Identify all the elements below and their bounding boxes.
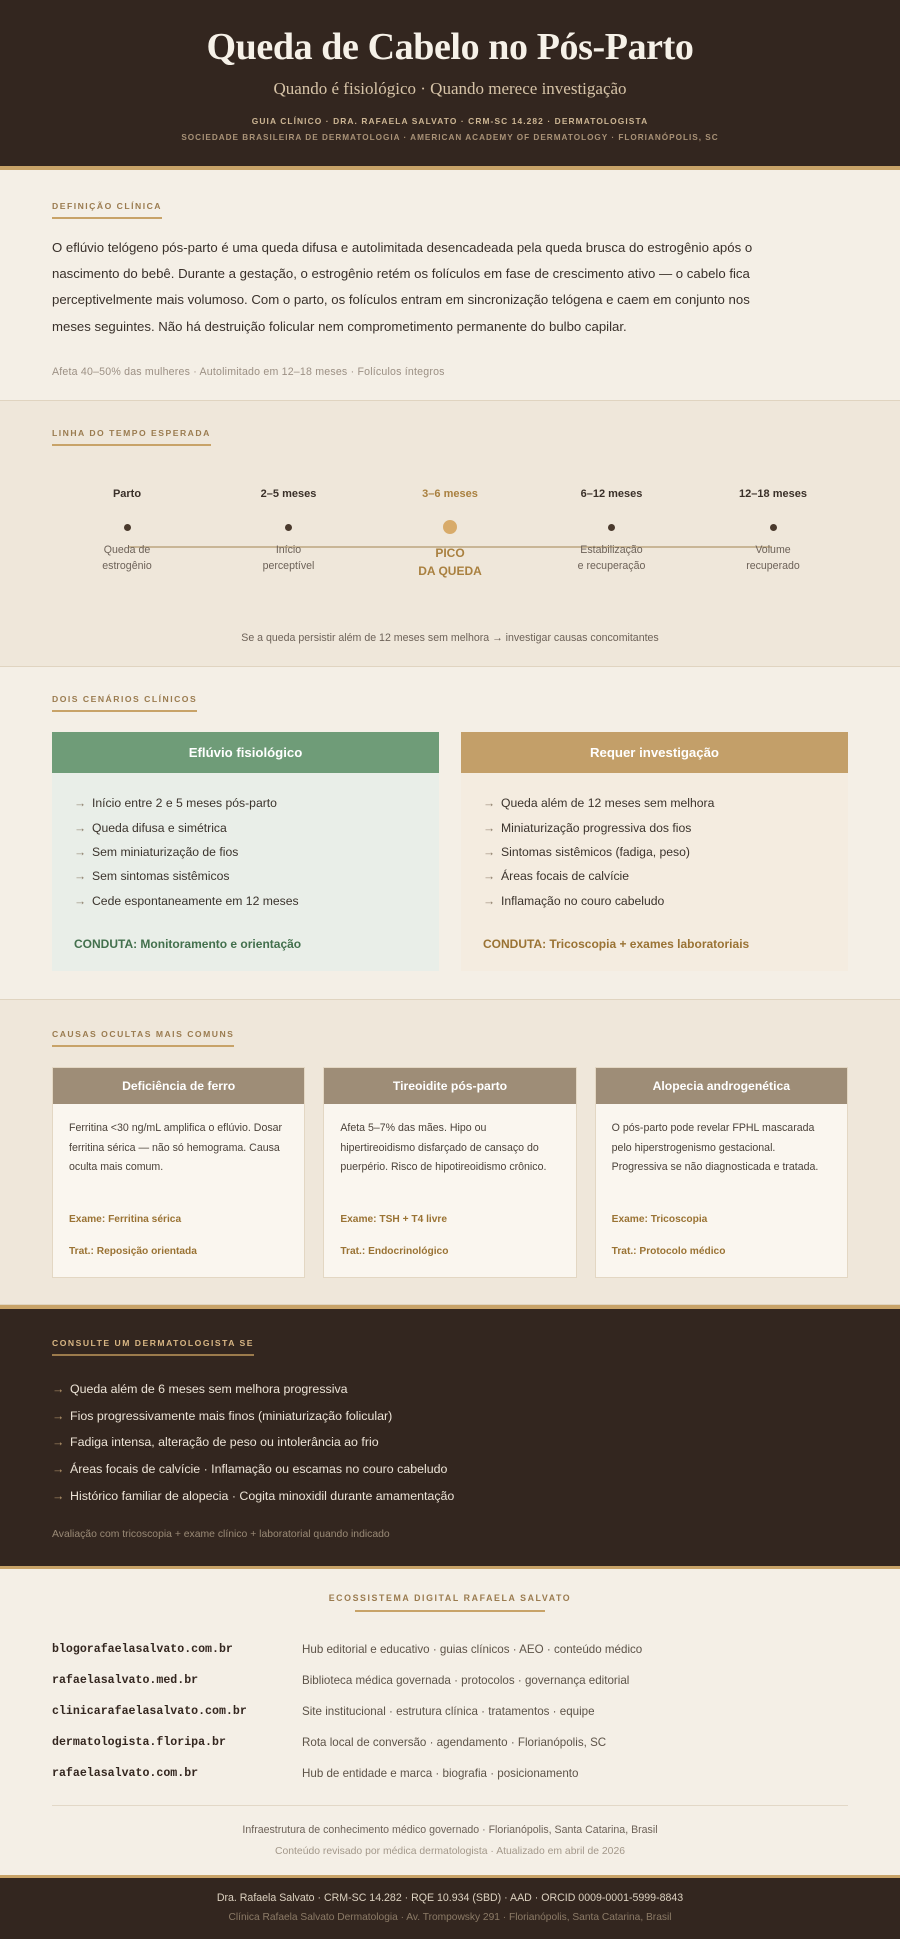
ecosystem-domain[interactable]: rafaelasalvato.com.br xyxy=(52,1767,199,1781)
consult-list xyxy=(52,1376,848,1509)
timeline-dot-icon xyxy=(440,517,460,537)
list-item: → Sintomas sistêmicos (fadiga, peso) xyxy=(483,840,826,864)
definition-footnote: Afeta 40–50% das mulheres · Autolimitado em 12–18 meses · Folículos íntegros xyxy=(52,366,445,379)
timeline-node-label: 12–18 meses xyxy=(739,488,807,501)
list-item: → Fadiga intensa, alteração de peso ou intolerância ao frio xyxy=(52,1429,848,1456)
cause-card-thyroiditis xyxy=(323,1067,576,1278)
consult-footnote: Avaliação com tricoscopia + exame clínico + laboratorial quando indicado xyxy=(52,1529,390,1541)
cause-card-body xyxy=(596,1104,847,1277)
ecosystem-title: ECOSSISTEMA DIGITAL RAFAELA SALVATO xyxy=(328,1593,572,1604)
timeline-node-desc: PICO DA QUEDA xyxy=(418,546,482,578)
ecosystem-section xyxy=(0,1566,900,1875)
timeline-dot-icon xyxy=(605,521,618,534)
timeline-eyebrow: LINHA DO TEMPO ESPERADA xyxy=(52,428,211,446)
ecosystem-row[interactable] xyxy=(52,1696,848,1727)
ecosystem-row[interactable] xyxy=(52,1634,848,1665)
timeline-graphic xyxy=(52,488,848,628)
timeline-dot-icon xyxy=(282,521,295,534)
header-credentials-line: GUIA CLÍNICO · DRA. RAFAELA SALVATO · CRM-SC 14.282 · DERMATOLOGISTA xyxy=(251,115,649,126)
timeline-node xyxy=(537,488,687,580)
list-item: → Áreas focais de calvície xyxy=(483,864,826,888)
timeline-node xyxy=(214,488,364,580)
timeline-node-desc: Estabilização e recuperação xyxy=(577,544,646,573)
scenario-conduct: CONDUTA: Tricoscopia + exames laboratoriais xyxy=(483,937,750,952)
cause-card-title: Alopecia androgenética xyxy=(596,1068,847,1104)
list-item: → Miniaturização progressiva dos fios xyxy=(483,816,826,840)
cause-card-iron xyxy=(52,1067,305,1278)
scenario-criteria-list xyxy=(74,791,417,913)
cause-card-exam: Exame: TSH + T4 livre xyxy=(340,1214,448,1226)
definition-body: O eflúvio telógeno pós-parto é uma queda difusa e autolimitada desencadeada pela queda brusca do estrogênio após o nascimento do bebê. Durante a gestação, o estrogênio retém os folículos em fase de crescimento ativo — o cabelo fica perceptivelmente mais volumoso. Com o parto, os folículos entram em sincronização telógena e caem em conjunto nos meses seguintes. Não há destruição folicular nem comprometimento permanente do bulbo capilar. xyxy=(52,239,753,334)
cause-cards xyxy=(52,1067,848,1278)
scenario-card-investigate xyxy=(461,732,848,971)
consult-section xyxy=(0,1305,900,1566)
cause-card-text: Afeta 5–7% das mães. Hipo ou hipertireoidismo disfarçado de cansaço do puerpério. Risco de hipotireoidismo crônico. xyxy=(340,1122,547,1174)
cause-card-body xyxy=(53,1104,304,1277)
ecosystem-row[interactable] xyxy=(52,1727,848,1758)
scenario-card-physiologic xyxy=(52,732,439,971)
scenarios-section xyxy=(0,667,900,999)
list-item: → Início entre 2 e 5 meses pós-parto xyxy=(74,791,417,815)
definition-eyebrow: DEFINIÇÃO CLÍNICA xyxy=(52,201,162,219)
timeline-footnote: Se a queda persistir além de 12 meses sem melhora → investigar causas concomitantes xyxy=(241,632,659,645)
timeline-node-desc: Queda de estrogênio xyxy=(102,544,152,573)
timeline-nodes xyxy=(52,488,848,580)
timeline-dot-icon xyxy=(767,521,780,534)
list-item: → Queda difusa e simétrica xyxy=(74,816,417,840)
ecosystem-domain[interactable]: dermatologista.floripa.br xyxy=(52,1736,226,1750)
timeline-node-desc: Início perceptível xyxy=(262,544,315,573)
timeline-node xyxy=(52,488,202,580)
ecosystem-note-infrastructure: Infraestrutura de conhecimento médico governado · Florianópolis, Santa Catarina, Brasil xyxy=(242,1824,658,1837)
consult-eyebrow: CONSULTE UM DERMATOLOGISTA SE xyxy=(52,1338,254,1356)
cause-card-treatment: Trat.: Reposição orientada xyxy=(69,1246,197,1258)
timeline-node-peak xyxy=(375,488,525,580)
list-item: → Histórico familiar de alopecia · Cogita minoxidil durante amamentação xyxy=(52,1483,848,1510)
ecosystem-description: Biblioteca médica governada · protocolos · governança editorial xyxy=(302,1674,630,1688)
ecosystem-description: Hub de entidade e marca · biografia · posicionamento xyxy=(302,1767,579,1781)
list-item: → Queda além de 12 meses sem melhora xyxy=(483,791,826,815)
causes-section xyxy=(0,999,900,1305)
timeline-node xyxy=(698,488,848,580)
list-item: → Queda além de 6 meses sem melhora progressiva xyxy=(52,1376,848,1403)
scenario-card-body xyxy=(52,773,439,971)
list-item: → Sem sintomas sistêmicos xyxy=(74,864,417,888)
list-item: → Inflamação no couro cabeludo xyxy=(483,889,826,913)
scenario-card-title: Eflúvio fisiológico xyxy=(52,732,439,773)
header-affiliations-line: SOCIEDADE BRASILEIRA DE DERMATOLOGIA · AMERICAN ACADEMY OF DERMATOLOGY · FLORIANÓPOLIS, SC xyxy=(181,132,719,142)
scenarios-eyebrow: DOIS CENÁRIOS CLÍNICOS xyxy=(52,694,197,712)
list-item: → Cede espontaneamente em 12 meses xyxy=(74,889,417,913)
scenario-cards xyxy=(52,732,848,971)
cause-card-exam: Exame: Tricoscopia xyxy=(611,1214,708,1226)
scenario-criteria-list xyxy=(483,791,826,913)
ecosystem-divider xyxy=(52,1805,848,1806)
ecosystem-row[interactable] xyxy=(52,1758,848,1789)
ecosystem-description: Hub editorial e educativo · guias clínicos · AEO · conteúdo médico xyxy=(302,1643,643,1657)
causes-eyebrow: CAUSAS OCULTAS MAIS COMUNS xyxy=(52,1029,234,1047)
page-header xyxy=(0,0,900,170)
ecosystem-description: Site institucional · estrutura clínica · tratamentos · equipe xyxy=(302,1705,595,1719)
definition-section xyxy=(0,170,900,401)
footer-credentials: Dra. Rafaela Salvato · CRM-SC 14.282 · RQE 10.934 (SBD) · AAD · ORCID 0009-0001-5999-8843 xyxy=(216,1892,684,1905)
list-item: → Fios progressivamente mais finos (miniaturização folicular) xyxy=(52,1403,848,1430)
cause-card-treatment: Trat.: Protocolo médico xyxy=(611,1246,726,1258)
list-item: → Áreas focais de calvície · Inflamação ou escamas no couro cabeludo xyxy=(52,1456,848,1483)
page-subtitle: Quando é fisiológico · Quando merece investigação xyxy=(273,78,627,98)
timeline-node-desc: Volume recuperado xyxy=(746,544,800,573)
cause-card-text: Ferritina <30 ng/mL amplifica o eflúvio. Dosar ferritina sérica — não só hemograma. Causa oculta mais comum. xyxy=(69,1122,283,1174)
ecosystem-domain[interactable]: blogorafaelasalvato.com.br xyxy=(52,1643,233,1657)
ecosystem-note-review: Conteúdo revisado por médica dermatologista · Atualizado em abril de 2026 xyxy=(274,1846,626,1858)
timeline-node-label: 2–5 meses xyxy=(260,488,317,501)
cause-card-title: Tireoidite pós-parto xyxy=(324,1068,575,1104)
ecosystem-description: Rota local de conversão · agendamento · Florianópolis, SC xyxy=(302,1736,607,1750)
ecosystem-domain[interactable]: rafaelasalvato.med.br xyxy=(52,1674,199,1688)
cause-card-exam: Exame: Ferritina sérica xyxy=(69,1214,182,1226)
scenario-conduct: CONDUTA: Monitoramento e orientação xyxy=(74,937,302,952)
timeline-node-label: 3–6 meses xyxy=(422,488,478,501)
cause-card-text: O pós-parto pode revelar FPHL mascarada pelo hiperstrogenismo gestacional. Progressiva se não diagnosticada e tratada. xyxy=(611,1122,819,1174)
ecosystem-domain[interactable]: clinicarafaelasalvato.com.br xyxy=(52,1705,247,1719)
timeline-dot-icon xyxy=(121,521,134,534)
page-footer xyxy=(0,1875,900,1939)
page-title: Queda de Cabelo no Pós-Parto xyxy=(206,26,694,68)
ecosystem-row[interactable] xyxy=(52,1665,848,1696)
timeline-section xyxy=(0,400,900,667)
scenario-card-body xyxy=(461,773,848,971)
ecosystem-rule xyxy=(355,1610,545,1612)
cause-card-title: Deficiência de ferro xyxy=(53,1068,304,1104)
timeline-node-label: 6–12 meses xyxy=(580,488,643,501)
footer-address: Clínica Rafaela Salvato Dermatologia · Av. Trompowsky 291 · Florianópolis, Santa Catarina, Brasil xyxy=(228,1912,672,1924)
timeline-node-label: Parto xyxy=(112,488,142,501)
list-item: → Sem miniaturização de fios xyxy=(74,840,417,864)
cause-card-treatment: Trat.: Endocrinológico xyxy=(340,1246,449,1258)
cause-card-androgenetic xyxy=(595,1067,848,1278)
scenario-card-title: Requer investigação xyxy=(461,732,848,773)
cause-card-body xyxy=(324,1104,575,1277)
